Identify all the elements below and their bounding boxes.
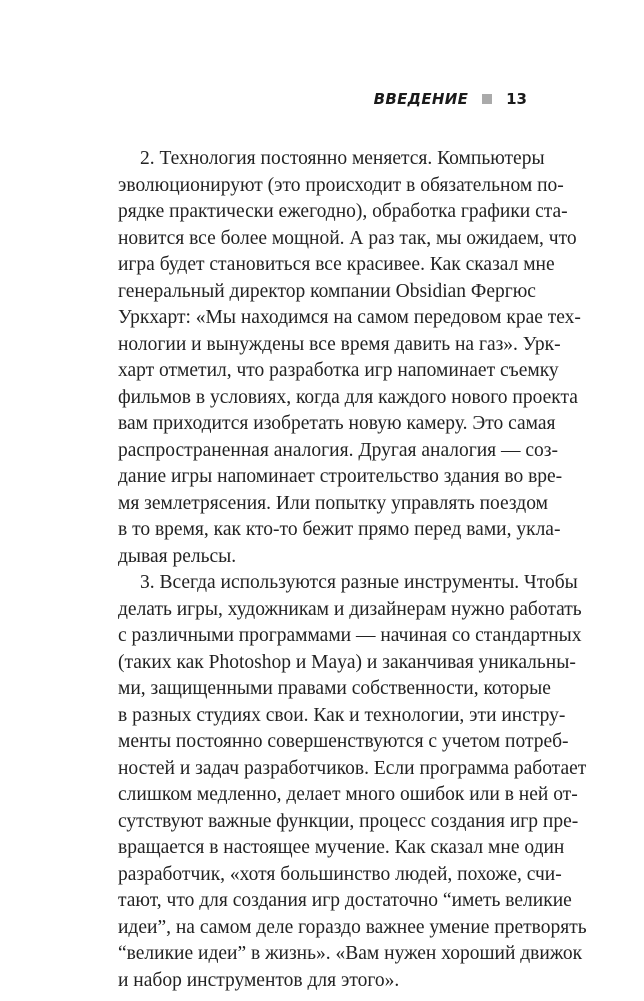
text-line: распространенная аналогия. Другая аналогия — соз- xyxy=(118,439,559,461)
text-line: идеи”, на самом деле гораздо важнее умение претворять xyxy=(118,916,587,938)
separator-square-icon xyxy=(482,94,492,104)
text-line: харт отметил, что разработка игр напоминает съемку xyxy=(118,360,559,381)
text-line: 3. Всегда используются разные инструменты. Чтобы xyxy=(140,572,578,593)
body-text xyxy=(118,146,587,994)
paragraph xyxy=(118,146,581,570)
text-line: нологии и вынуждены все время давить на газ». Урк- xyxy=(118,333,561,355)
text-line: ми, защищенными правами собственности, которые xyxy=(118,678,551,699)
text-line: разработчик, «хотя большинство людей, похоже, счи- xyxy=(118,863,562,885)
text-line: (таких как Photoshop и Maya) и заканчивая уникальны- xyxy=(118,651,576,673)
text-line: новится все более мощной. А раз так, мы ожидаем, что xyxy=(118,227,577,249)
text-line: с различными программами — начиная со стандартных xyxy=(118,625,582,646)
page-number: 13 xyxy=(506,90,527,108)
text-line: вращается в настоящее мучение. Как сказал мне один xyxy=(118,837,565,858)
section-title: ВВЕДЕНИЕ xyxy=(373,90,469,108)
text-line: мя землетрясения. Или попытку управлять поездом xyxy=(118,492,548,514)
text-line: вам приходится изобретать новую камеру. Это самая xyxy=(118,413,556,434)
text-line: игра будет становиться все красивее. Как сказал мне xyxy=(118,254,555,275)
text-line: слишком медленно, делает много ошибок или в ней от- xyxy=(118,784,578,805)
text-line: ностей и задач разработчиков. Если программа работает xyxy=(118,757,587,779)
text-line: в разных студиях свои. Как и технологии, эти инстру- xyxy=(118,704,566,726)
text-line: Уркхарт: «Мы находимся на самом передовом крае тех- xyxy=(118,307,581,328)
text-line: фильмов в условиях, когда для каждого нового проекта xyxy=(118,386,578,408)
text-line: делать игры, художникам и дизайнерам нужно работать xyxy=(118,598,582,620)
text-line: дание игры напоминает строительство здания во вре- xyxy=(118,466,563,487)
text-line: в то время, как кто-то бежит прямо перед вами, укла- xyxy=(118,519,561,540)
text-line: менты постоянно совершенствуются с учетом потреб- xyxy=(118,731,569,752)
text-line: “великие идеи” в жизнь». «Вам нужен хороший движок xyxy=(118,943,583,964)
text-line: эволюционируют (это происходит в обязательном по- xyxy=(118,174,564,196)
text-line: дывая рельсы. xyxy=(118,545,237,567)
paragraph xyxy=(118,570,587,994)
running-header xyxy=(374,90,527,108)
text-line: рядке практически ежегодно), обработка графики ста- xyxy=(118,201,568,222)
text-line: тают, что для создания игр достаточно “иметь великие xyxy=(118,890,572,911)
text-line: сутствуют важные функции, процесс создания игр пре- xyxy=(118,810,579,832)
text-line: и набор инструментов для этого». xyxy=(118,969,400,991)
text-line: генеральный директор компании Obsidian Фергюс xyxy=(118,280,536,302)
text-line: 2. Технология постоянно меняется. Компьютеры xyxy=(140,148,545,169)
